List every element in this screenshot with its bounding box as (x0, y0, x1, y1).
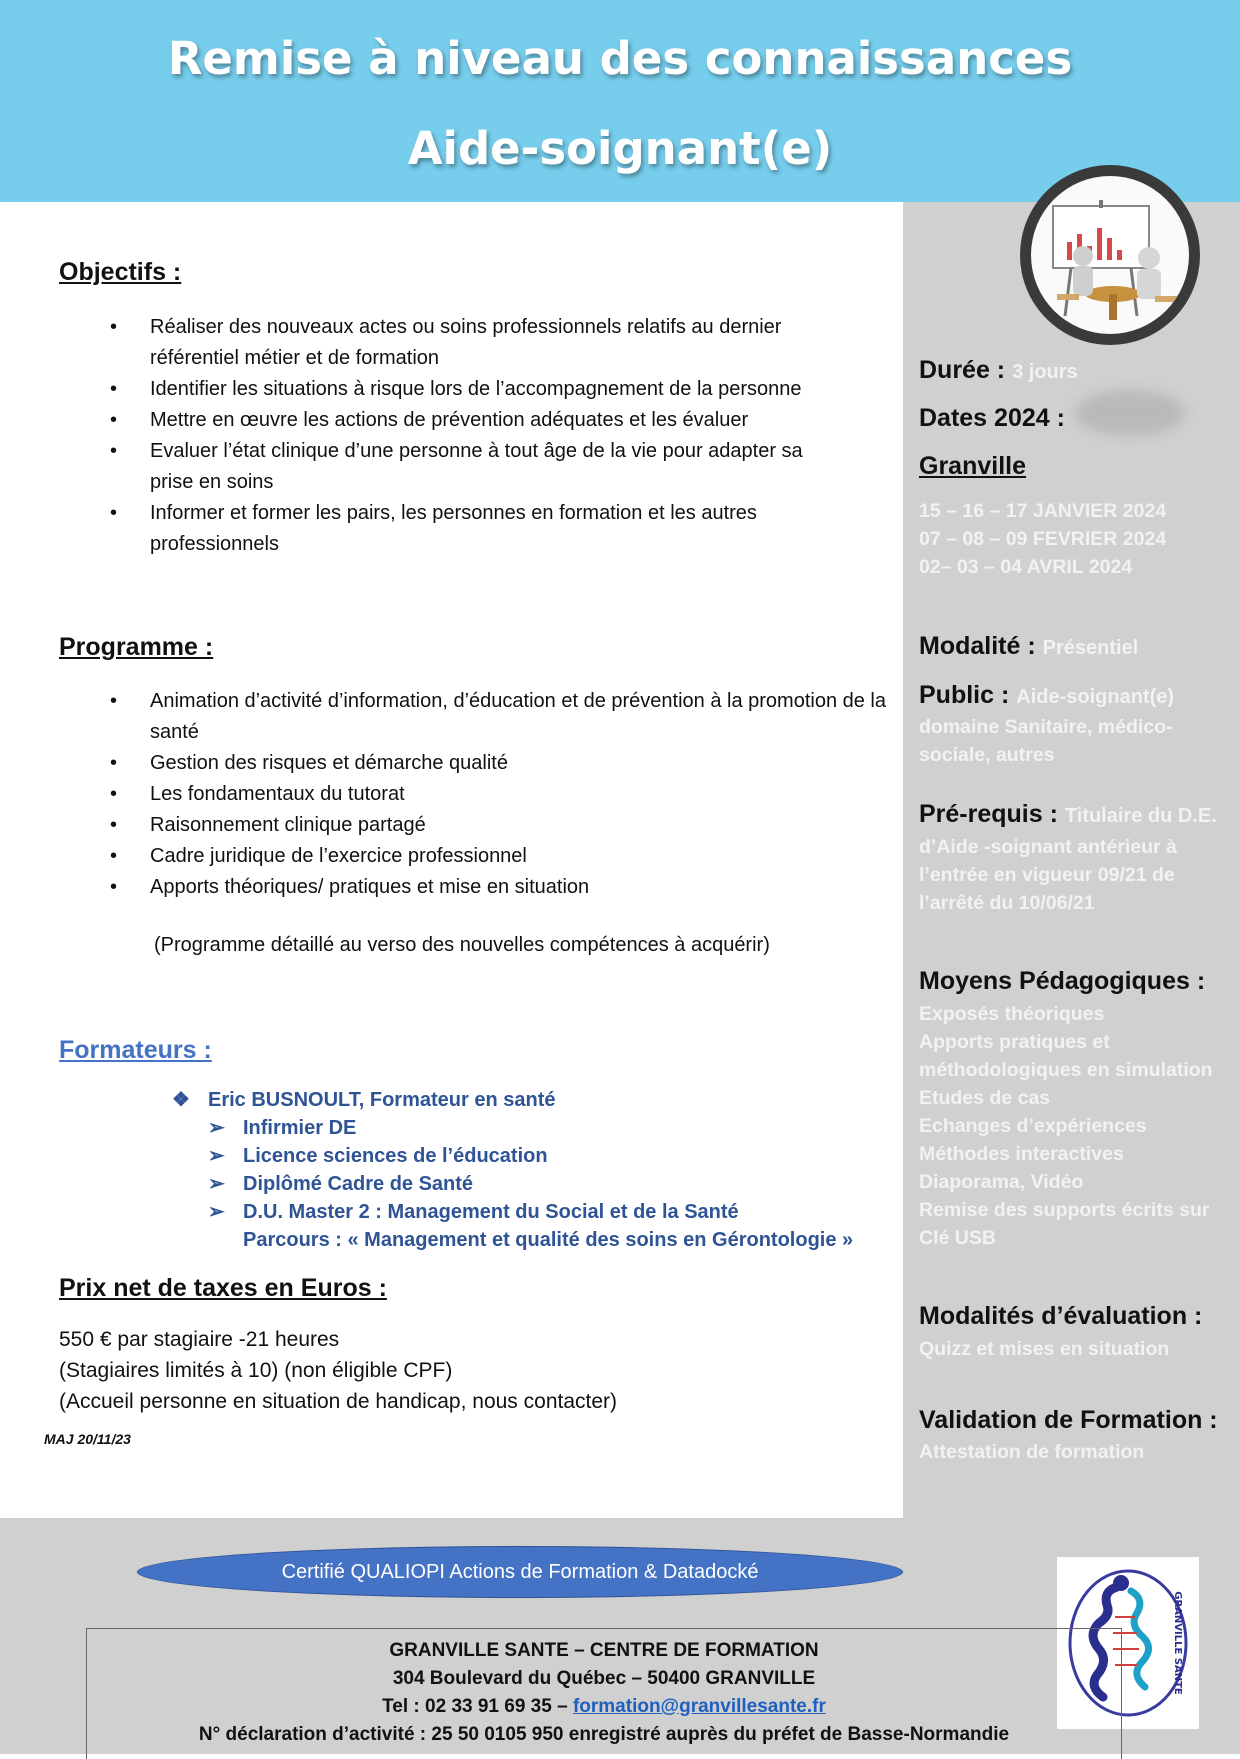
duree-label: Durée : (919, 356, 1006, 384)
qualification: Infirmier DE (243, 1117, 357, 1139)
meeting-illustration (1020, 165, 1200, 345)
prix-line: 550 € par stagiaire -21 heures (59, 1328, 340, 1351)
lieu-label: Granville (919, 452, 1026, 480)
telephone: Tel : 02 33 91 69 35 – (382, 1696, 573, 1717)
qualiopi-badge: Certifié QUALIOPI Actions de Formation & Datadocké (137, 1546, 903, 1598)
prix-line: (Accueil personne en situation de handicap, nous contacter) (59, 1390, 618, 1413)
list-item: • Identifier les situations à risque lors de l’accompagnement de la personne (100, 374, 860, 405)
modalite-row (919, 632, 1138, 661)
dates-label: Dates 2024 : (919, 404, 1065, 432)
prix-details (59, 1324, 617, 1417)
moyens-line: Remise des supports écrits sur (919, 1199, 1210, 1221)
list-item: • Mettre en œuvre les actions de prévention adéquates et les évaluer (100, 405, 860, 436)
moyens-line: Clé USB (919, 1227, 996, 1249)
public-label: Public : (919, 681, 1010, 709)
programme-note: (Programme détaillé au verso des nouvelles compétences à acquérir) (154, 934, 770, 956)
arrow-bullet-icon: ➢ (208, 1173, 225, 1195)
arrow-bullet-icon: ➢ (208, 1117, 225, 1139)
list-item: • Les fondamentaux du tutorat (100, 779, 900, 810)
header-banner (0, 0, 1240, 202)
prix-heading: Prix net de taxes en Euros : (59, 1274, 387, 1302)
date-item: 02– 03 – 04 AVRIL 2024 (919, 556, 1133, 578)
public-value: Aide-soignant(e) (1016, 686, 1175, 708)
trainer-name: Eric BUSNOULT, Formateur en santé (208, 1089, 556, 1111)
moyens-line: Echanges d’expériences (919, 1115, 1147, 1137)
moyens-line: Méthodes interactives (919, 1143, 1124, 1165)
parcours: Parcours : « Management et qualité des soins en Gérontologie » (243, 1229, 854, 1251)
declaration: N° déclaration d’activité : 25 50 0105 950 enregistré auprès du préfet de Basse-Normandie (198, 1724, 1010, 1745)
prerequis-line: d’Aide -soignant antérieur à (919, 836, 1177, 858)
address-box (86, 1628, 1122, 1759)
list-item: • Apports théoriques/ pratiques et mise en situation (100, 872, 900, 903)
list-item: • Réaliser des nouveaux actes ou soins professionnels relatifs au dernier référentiel métier et de formation (100, 312, 820, 374)
programme-list (100, 686, 900, 903)
prix-line: (Stagiaires limités à 10) (non éligible CPF) (59, 1359, 453, 1382)
date-item: 15 – 16 – 17 JANVIER 2024 (919, 500, 1167, 522)
meeting-icon (1031, 176, 1189, 334)
objectifs-list (100, 312, 860, 560)
qualification: Diplômé Cadre de Santé (243, 1173, 474, 1195)
moyens-line: Apports pratiques et (919, 1031, 1110, 1053)
blurred-area (1075, 390, 1185, 436)
qualification: Licence sciences de l’éducation (243, 1145, 548, 1167)
list-item: • Cadre juridique de l’exercice professionnel (100, 841, 900, 872)
prerequis-row (919, 800, 1217, 829)
date-item: 07 – 08 – 09 FEVRIER 2024 (919, 528, 1167, 550)
contact-line (87, 1693, 1121, 1721)
public-details (919, 713, 1235, 769)
list-item: • Evaluer l’état clinique d’une personne à tout âge de la vie pour adapter sa prise en soins (100, 436, 830, 498)
objectifs-heading: Objectifs : (59, 258, 182, 286)
qualification: D.U. Master 2 : Management du Social et de la Santé (243, 1201, 739, 1223)
logo-text: GRANVILLE SANTE (1172, 1591, 1183, 1695)
prerequis-details (919, 833, 1235, 917)
evaluation-label: Modalités d’évaluation : (919, 1302, 1203, 1330)
evaluation-value: Quizz et mises en situation (919, 1338, 1170, 1360)
moyens-line: Exposés théoriques (919, 1003, 1105, 1025)
title-line-2: Aide-soignant(e) (407, 122, 833, 175)
update-date: MAJ 20/11/23 (44, 1431, 131, 1447)
moyens-label: Moyens Pédagogiques : (919, 967, 1206, 995)
validation-value: Attestation de formation (919, 1441, 1145, 1463)
modalite-label: Modalité : (919, 632, 1036, 660)
trainer-block (172, 1086, 853, 1254)
moyens-line: Diaporama, Vidéo (919, 1171, 1084, 1193)
public-line: domaine Sanitaire, médico- (919, 716, 1173, 738)
prerequis-line: l’arrêté du 10/06/21 (919, 892, 1095, 914)
prerequis-value: Titulaire du D.E. (1064, 805, 1217, 827)
email-link[interactable]: formation@granvillesante.fr (572, 1696, 826, 1717)
list-item: • Animation d’activité d’information, d’éducation et de prévention à la promotion de la santé (100, 686, 900, 748)
prerequis-label: Pré-requis : (919, 800, 1058, 828)
public-line: sociale, autres (919, 744, 1055, 766)
list-item: • Gestion des risques et démarche qualité (100, 748, 900, 779)
moyens-line: Etudes de cas (919, 1087, 1051, 1109)
public-row (919, 681, 1174, 710)
dates-list (919, 497, 1235, 581)
arrow-bullet-icon: ➢ (208, 1201, 225, 1223)
prerequis-line: l’entrée en vigueur 09/21 de (919, 864, 1175, 886)
list-item: • Raisonnement clinique partagé (100, 810, 900, 841)
arrow-bullet-icon: ➢ (208, 1145, 225, 1167)
moyens-line: méthodologiques en simulation (919, 1059, 1213, 1081)
org-name: GRANVILLE SANTE – CENTRE DE FORMATION (389, 1640, 819, 1661)
org-address: 304 Boulevard du Québec – 50400 GRANVILLE (392, 1668, 816, 1689)
programme-heading: Programme : (59, 633, 214, 661)
duree-row (919, 356, 1078, 385)
modalite-value: Présentiel (1042, 637, 1139, 659)
diamond-bullet-icon: ❖ (172, 1089, 190, 1111)
duree-value: 3 jours (1012, 361, 1078, 383)
list-item: • Informer et former les pairs, les personnes en formation et les autres professionnels (100, 498, 830, 560)
formateurs-heading: Formateurs : (59, 1036, 212, 1064)
validation-label: Validation de Formation : (919, 1406, 1218, 1434)
moyens-list (919, 1000, 1235, 1252)
title-line-1: Remise à niveau des connaissances (167, 32, 1073, 85)
